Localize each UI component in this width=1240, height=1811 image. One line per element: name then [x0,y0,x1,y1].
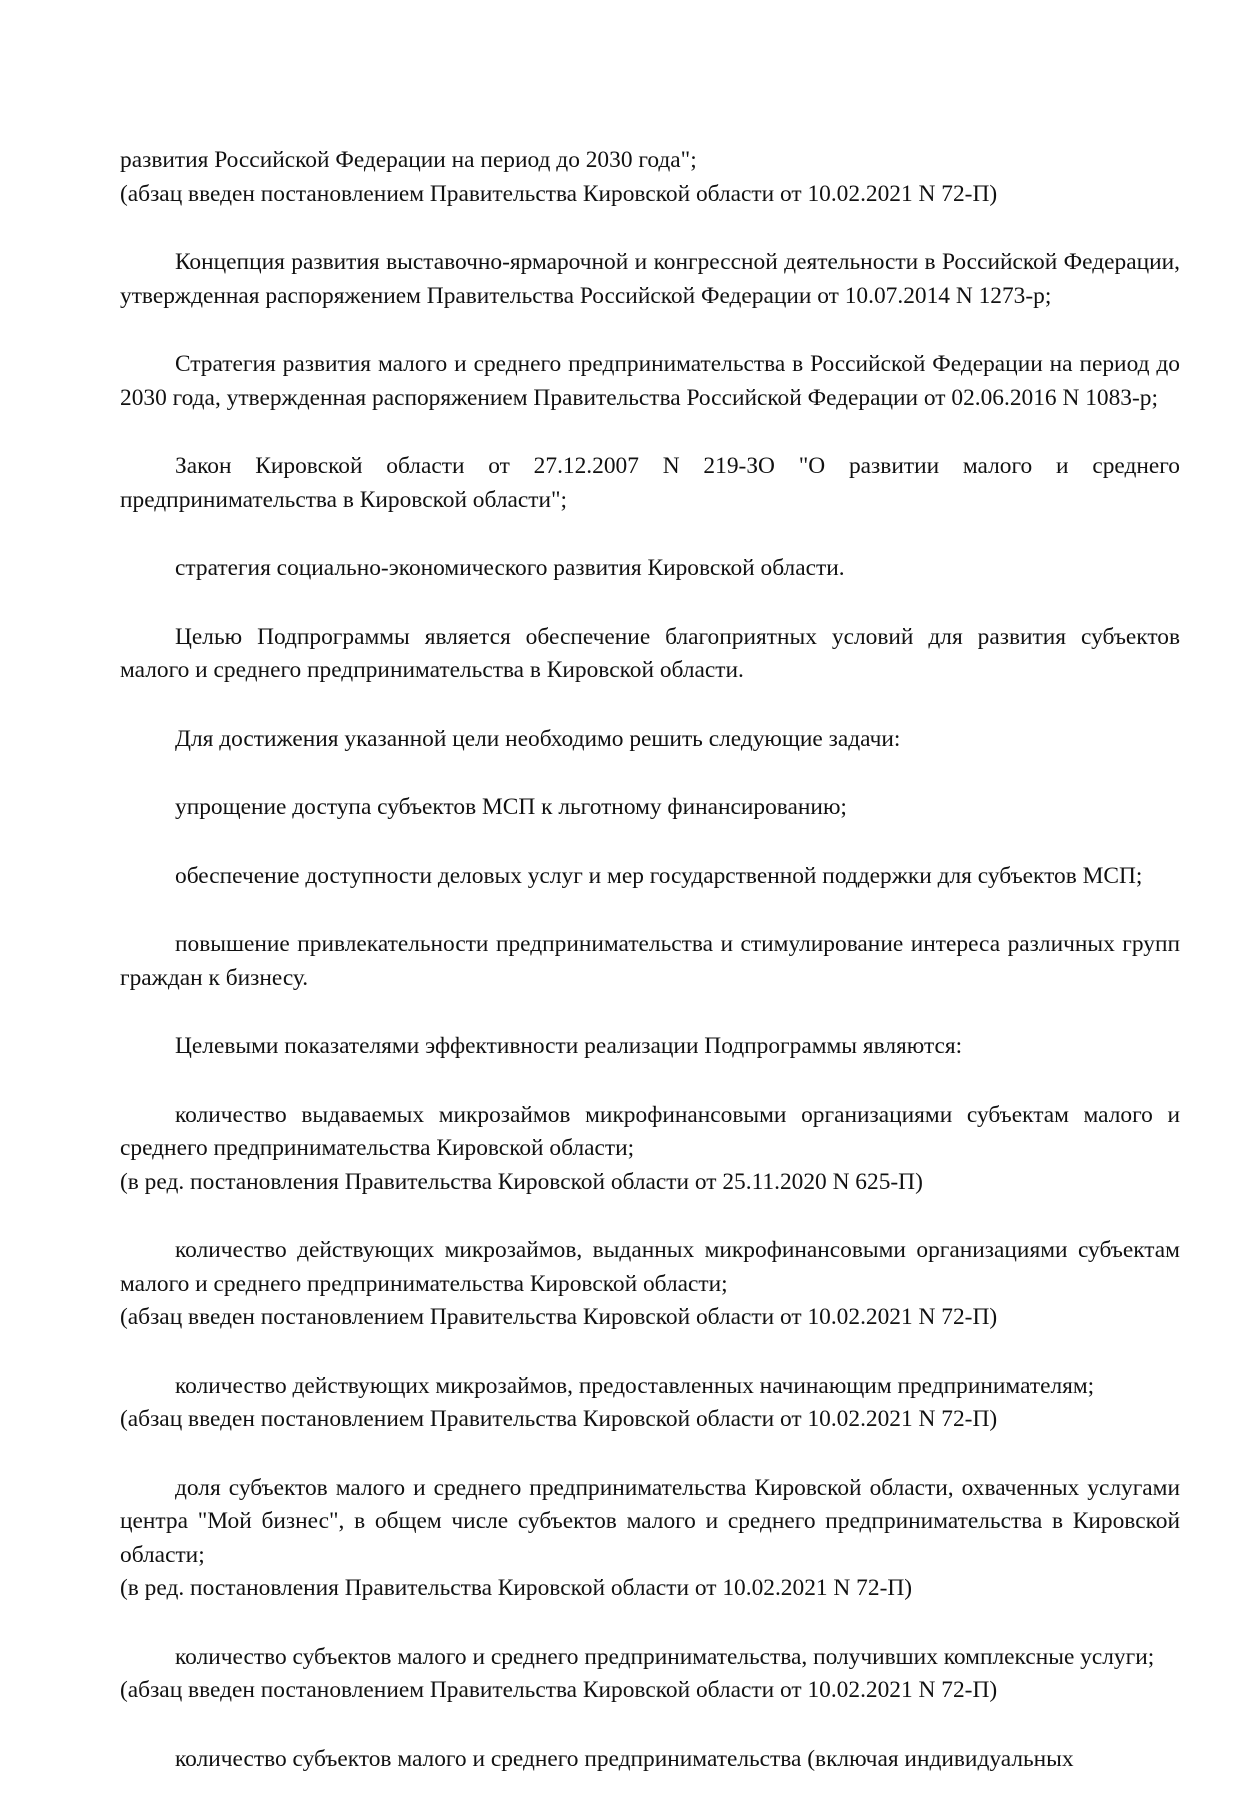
paragraph: стратегия социально-экономического развития Кировской области. [175,555,845,581]
paragraph: повышение привлекательности предпринимательства и стимулирование интереса различных групп граждан к бизнесу. [120,931,1180,991]
paragraph-block [120,621,1180,688]
amendment-note: (абзац введен постановлением Правительства Кировской области от 10.02.2021 N 72-П) [120,1677,998,1703]
amendment-note: (в ред. постановления Правительства Кировской области от 25.11.2020 N 625-П) [120,1168,923,1195]
paragraph: упрощение доступа субъектов МСП к льготному финансированию; [175,794,847,820]
paragraph-block [120,246,1180,313]
paragraph: количество действующих микрозаймов, выданных микрофинансовыми организациями субъектам малого и среднего предпринимательства Кировской области; [120,1237,1180,1297]
amendment-note: (абзац введен постановлением Правительства Кировской области от 10.02.2021 N 72-П) [120,1304,998,1330]
paragraph-block [120,1472,1180,1606]
paragraph-truncated: количество субъектов малого и среднего предпринимательства (включая индивидуальных [175,1745,1074,1772]
paragraph: Для достижения указанной цели необходимо решить следующие задачи: [175,725,901,752]
paragraph-block [120,348,1180,415]
paragraph-block [120,1370,1180,1437]
paragraph-block [120,144,1180,211]
paragraph-block [120,723,1180,757]
paragraph-continuation: развития Российской Федерации на период до 2030 года"; [120,147,697,173]
paragraph: Закон Кировской области от 27.12.2007 N 219-ЗО "О развитии малого и среднего предпринимательства в Кировской области"; [120,453,1180,513]
paragraph: количество выдаваемых микрозаймов микрофинансовыми организациями субъектам малого и среднего предпринимательства Кировской области; [120,1101,1180,1161]
paragraph-block [120,552,1180,586]
amendment-note: (абзац введен постановлением Правительства Кировской области от 10.02.2021 N 72-П) [120,1406,998,1432]
paragraph: Целью Подпрограммы является обеспечение благоприятных условий для развития субъектов малого и среднего предпринимательства в Кировской области. [120,623,1180,683]
paragraph-block [120,450,1180,517]
amendment-note: (абзац введен постановлением Правительства Кировской области от 10.02.2021 N 72-П) [120,180,998,207]
paragraph: доля субъектов малого и среднего предпринимательства Кировской области, охваченных услугами центра "Мой бизнес", в общем числе субъектов малого и среднего предпринимательства в Кировской области; [120,1474,1180,1568]
paragraph: количество субъектов малого и среднего предпринимательства, получивших комплексные услуги; [175,1643,1155,1670]
document-body [120,144,1180,1811]
paragraph: обеспечение доступности деловых услуг и мер государственной поддержки для субъектов МСП; [175,862,1143,889]
paragraph-block [120,1099,1180,1200]
paragraph: количество действующих микрозаймов, предоставленных начинающим предпринимателям; [175,1372,1095,1399]
paragraph: Целевыми показателями эффективности реализации Подпрограммы являются: [175,1033,963,1059]
paragraph-block [120,1641,1180,1708]
paragraph-block [120,1234,1180,1335]
paragraph-block [120,860,1180,894]
paragraph-block [120,1743,1180,1777]
paragraph-block [120,1030,1180,1064]
paragraph-block [120,928,1180,995]
amendment-note: (в ред. постановления Правительства Кировской области от 10.02.2021 N 72-П) [120,1575,913,1601]
paragraph-block [120,791,1180,825]
paragraph: Концепция развития выставочно-ярмарочной и конгрессной деятельности в Российской Федерации, утвержденная распоряжением Правительства Российской Федерации от 10.07.2014 N 1273-р; [120,249,1180,309]
paragraph: Стратегия развития малого и среднего предпринимательства в Российской Федерации на период до 2030 года, утвержденная распоряжением Правительства Российской Федерации от 02.06.2016 N 1083-р; [120,351,1180,411]
